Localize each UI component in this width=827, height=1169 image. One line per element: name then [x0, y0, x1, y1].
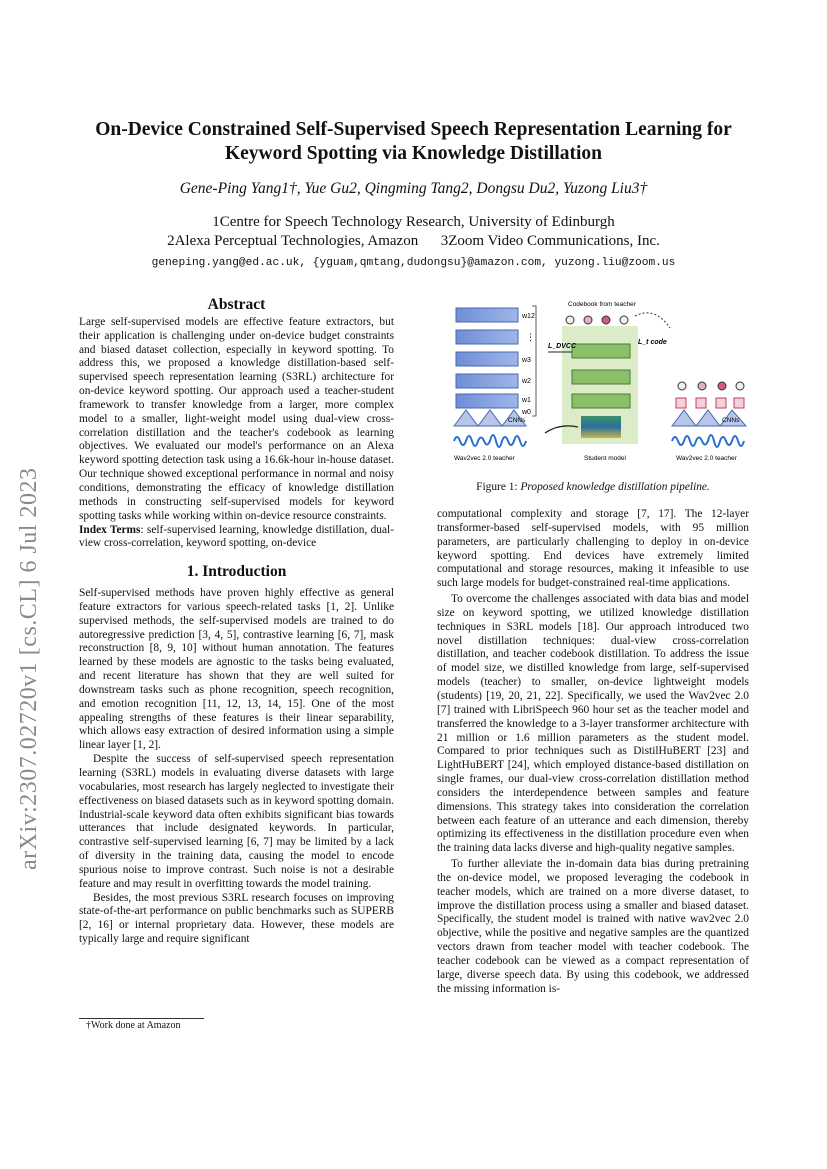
label-w1: w1 — [522, 397, 531, 404]
abstract-heading: Abstract — [207, 296, 266, 313]
intro-paragraph-4: computational complexity and storage [7, 17]. The 12-layer transformer-based self-supervised models, with 95 million parameters, are particularly challenging to deploy in on-device keyword spotting. End devices have extremely limited computational and storage resources, making it infeasible to use such large models for budget-constrained real-time applications. — [437, 508, 749, 590]
index-terms-text: : self-supervised learning, knowledge distillation, dual-view cross-correlation, keyword spotting, on-device — [79, 523, 394, 550]
intro-paragraph-3: Besides, the most previous S3RL research focuses on improving state-of-the-art performance on public benchmarks such as SUPERB [2, 16] or internal proprietary data. However, these models are typically large and require significant — [79, 891, 394, 946]
teacher-layer-3 — [456, 352, 518, 366]
label-w12: w12 — [522, 313, 535, 320]
author-emails: geneping.yang@ed.ac.uk, {yguam,qmtang,dudongsu}@amazon.com, yuzong.liu@zoom.us — [151, 257, 676, 269]
rt-q-2 — [696, 398, 706, 408]
affiliation-1: 1Centre for Speech Technology Research, University of Edinburgh — [212, 214, 615, 230]
student-layer-1 — [572, 394, 630, 408]
title-line-2: Keyword Spotting via Knowledge Distillation — [224, 143, 603, 164]
rt-code-1 — [678, 382, 686, 390]
index-terms-label: Index Terms — [79, 523, 141, 536]
waveform-right — [672, 435, 744, 447]
rt-code-2 — [698, 382, 706, 390]
arxiv-stamp: arXiv:2307.02720v1 [cs.CL] 6 Jul 2023 — [16, 467, 42, 870]
rt-q-1 — [676, 398, 686, 408]
caption-label: Figure 1: — [476, 481, 521, 493]
label-w3: w3 — [522, 357, 531, 364]
label-w2: w2 — [522, 378, 531, 385]
label-teacher-right: Wav2vec 2.0 teacher — [676, 455, 737, 462]
teacher-left-stack — [454, 306, 536, 462]
index-terms — [79, 524, 394, 552]
label-dots: ⋮ — [526, 332, 535, 342]
abstract-text: Large self-supervised models are effective feature extractors, but their application is challenging under on-device budget constraints and biased dataset collection, especially in keyword spotting. To address this, we proposed a knowledge distillation-based self-supervised speech representation learning (S3RL) architecture for on-device keyword spotting. Our approach used a teacher-student framework to transfer knowledge from a larger, more complex model to a smaller, light-weight model using dual-view cross-correlation distillation and the teacher's codebook as learning objectives. We evaluated our model's performance on an Alexa keyword spotting detection task using a 16.6k-hour in-house dataset. Our technique showed exceptional performance in normal and noisy conditions, demonstrating the efficacy of knowledge distillation methods in constructing self-supervised models for keyword spotting tasks while working within on-device resource constraints. — [79, 315, 394, 522]
figure-1 — [450, 298, 750, 466]
student-layer-3 — [572, 344, 630, 358]
label-codebook: Codebook from teacher — [568, 301, 636, 308]
code-circle-3 — [602, 316, 610, 324]
teacher-layer-dots — [456, 330, 518, 344]
student-layer-2 — [572, 370, 630, 384]
intro-heading: 1. Introduction — [186, 563, 287, 581]
label-cnns-right: CNNs — [722, 417, 740, 424]
teacher-layer-1 — [456, 394, 518, 408]
affiliation-2: 2Alexa Perceptual Technologies, Amazon 3Zoom Video Communications, Inc. — [167, 233, 660, 249]
figure-caption — [437, 481, 749, 493]
label-cnns-left: CNNs — [508, 417, 526, 424]
caption-text: Proposed knowledge distillation pipeline. — [520, 481, 710, 493]
teacher-layer-12 — [456, 308, 518, 322]
rt-q-3 — [716, 398, 726, 408]
bracket — [532, 306, 536, 416]
label-loss-code: L_t code — [638, 339, 667, 346]
label-loss-dvcc: L_DVCC — [548, 343, 577, 350]
waveform-left — [454, 435, 526, 447]
teacher-right-stack — [672, 382, 746, 462]
intro-paragraph-1: Self-supervised methods have proven highly effective as general feature extractors for various speech-related tasks [1, 2]. Unlike supervised methods, the self-supervised models are trained to do autoregressive prediction [3, 4, 5], contrastive learning [6, 7], mask reconstruction [8, 9, 10] without human annotation. The features learned by these models are agnostic to the tasks being evaluated, and recent literature has shown that they are well suited for downstream tasks such as phone recognition, speech recognition, and emotion recognition [11, 12, 13, 14, 15]. One of the most appealing strengths of these features is their linear separability, which allows easy extraction of desired information using a simple linear layer [1, 2]. — [79, 587, 394, 752]
code-circle-4 — [620, 316, 628, 324]
label-w0: w0 — [522, 409, 531, 416]
intro-paragraph-5: To overcome the challenges associated with data bias and model size on keyword spotting, we utilized knowledge distillation techniques in S3RL models [18]. Our approach introduced two novel distillation techniques: dual-view cross-correlation distillation, and teacher codebook distillation. To address the issue of model size, we distilled knowledge from large, self-supervised models (teacher) to smaller, on-device lightweight models (students) [19, 20, 21, 22]. Specifically, we used the Wav2vec 2.0 [7] trained with LibriSpeech 960 hour set as the teacher model and transferred the knowledge to a 3-layer transformer architecture with 21 million or 1.6 million parameters as the student model. Compared to prior techniques such as DistilHuBERT [23] and LightHuBERT [24], which employed distance-based distillation on single frames, our dual-view cross-correlation distillation method considers the interdependence between samples and feature dimensions. This strategy takes into consideration the correlation between each feature of an utterance and each dimension, thereby optimizing its effectiveness in the distillation procedure even when the training data lacks diverse and high-quality negative samples. — [437, 593, 749, 855]
code-circle-1 — [566, 316, 574, 324]
authors: Gene-Ping Yang1†, Yue Gu2, Qingming Tang2, Dongsu Du2, Yuzong Liu3† — [179, 180, 648, 197]
code-circle-2 — [584, 316, 592, 324]
label-student: Student model — [584, 455, 626, 462]
intro-paragraph-6: To further alleviate the in-domain data bias during pretraining the on-device model, we proposed leveraging the codebook in teacher models, which are trained on a more diverse dataset, to improve the distillation process using a smaller and biased dataset. Specifically, the student model is trained with native wav2vec 2.0 objective, while the positive and negative samples are the quantized vectors drawn from teacher model with teacher codebook. The teacher codebook can be viewed as a compact representation of large, diverse speech data. By using this codebook, we addressed the missing information is- — [437, 858, 749, 995]
pipeline-diagram — [450, 298, 750, 466]
rt-code-4 — [736, 382, 744, 390]
spectrogram — [581, 416, 621, 438]
paper-title — [60, 118, 767, 166]
footnote: †Work done at Amazon — [86, 1020, 181, 1031]
codebook-link — [635, 313, 670, 328]
label-teacher-left: Wav2vec 2.0 teacher — [454, 455, 515, 462]
footnote-rule — [79, 1018, 204, 1019]
intro-paragraph-2: Despite the success of self-supervised speech representation learning (S3RL) models in evaluating diverse datasets with large vocabularies, most research has largely neglected to investigate their effectiveness on biased datasets such as in keyword spotting domain. Industrial-scale keyword data often exhibits significant bias towards utterances that include designated keywords. In particular, contrastive self-supervised learning [6, 7] may be limited by a lack of diversity in the training data, causing the model to encode spurious noise to improve contrast. Such noise is not a desirable feature and may result in overfitting towards the model training. — [79, 753, 394, 890]
student-model — [545, 326, 667, 462]
rt-q-4 — [734, 398, 744, 408]
teacher-layer-2 — [456, 374, 518, 388]
rt-code-3 — [718, 382, 726, 390]
title-line-1: On-Device Constrained Self-Supervised Speech Representation Learning for — [95, 119, 732, 140]
right-column — [437, 508, 749, 997]
left-column — [79, 298, 394, 947]
codebook — [566, 301, 670, 328]
